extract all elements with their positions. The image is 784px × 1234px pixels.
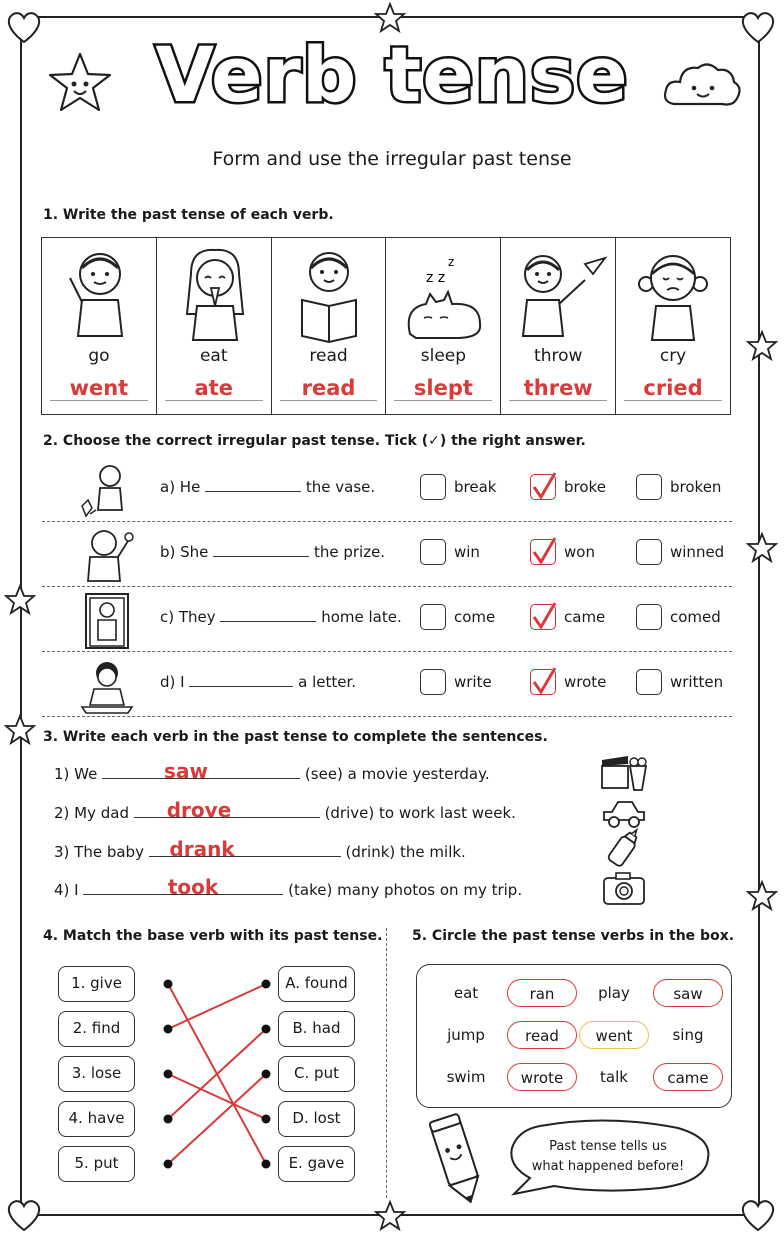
match-dot[interactable]: [262, 1070, 271, 1079]
girl-crying-icon: [616, 244, 730, 346]
star-icon: [4, 584, 36, 616]
sentence-line: [54, 842, 466, 861]
option-checkbox[interactable]: [420, 474, 446, 500]
boy-throwing-plane-icon: [501, 244, 615, 346]
option-checkbox[interactable]: [636, 604, 662, 630]
option-label: winned: [670, 543, 725, 561]
match-line: [168, 1074, 266, 1119]
base-verb-box[interactable]: 4. have: [58, 1101, 135, 1137]
option-label: broken: [670, 478, 722, 496]
sentence-start: d) I: [160, 673, 185, 691]
answer-blank[interactable]: [189, 686, 293, 687]
base-verb: throw: [534, 346, 583, 366]
option-checkbox-checked[interactable]: [530, 604, 556, 630]
dashed-divider: [42, 651, 732, 652]
option-checkbox-checked[interactable]: [530, 474, 556, 500]
option-checkbox[interactable]: [636, 539, 662, 565]
sentence-start: 3) The baby: [54, 843, 144, 861]
matching-lines: [150, 960, 280, 1190]
base-verb: read: [309, 346, 348, 366]
match-dot[interactable]: [164, 1115, 173, 1124]
option-checkbox-checked[interactable]: [530, 669, 556, 695]
tick-row: [42, 653, 732, 717]
option-label: write: [454, 673, 492, 691]
match-line: [168, 1029, 266, 1119]
check-mark-icon: [529, 664, 559, 698]
base-verb-box[interactable]: 5. put: [58, 1146, 135, 1182]
page-title: Verb tense: [155, 30, 629, 119]
svg-text:z: z: [448, 255, 455, 269]
star-icon: [374, 1200, 406, 1232]
option-checkbox[interactable]: [420, 539, 446, 565]
boy-reading-icon: [272, 244, 386, 346]
word-circled[interactable]: saw: [653, 979, 723, 1007]
girl-with-prize-icon: [78, 527, 136, 585]
base-verb-box[interactable]: 2. find: [58, 1011, 135, 1047]
match-dot[interactable]: [262, 1115, 271, 1124]
tick-row: [42, 458, 732, 522]
check-mark-icon: [529, 469, 559, 503]
tick-row: [42, 588, 732, 652]
option-checkbox[interactable]: [636, 474, 662, 500]
sentence-start: 2) My dad: [54, 804, 129, 822]
sleeping-cat-icon: [386, 244, 500, 346]
movie-clapper-popcorn-icon: [600, 752, 648, 792]
option-checkbox[interactable]: [420, 604, 446, 630]
option-label: comed: [670, 608, 721, 626]
smiling-star-icon: [42, 48, 118, 120]
section-divider: [386, 928, 387, 1198]
star-icon: [746, 330, 778, 362]
sentence-start: a) He: [160, 478, 201, 496]
word[interactable]: talk: [600, 1068, 628, 1086]
baby-bottle-icon: [600, 828, 648, 868]
smiling-cloud-icon: [660, 56, 744, 116]
sentence-end: (take) many photos on my trip.: [288, 881, 523, 899]
past-tense-answer[interactable]: ate: [165, 376, 263, 401]
section5-heading: 5. Circle the past tense verbs in the box.: [412, 928, 735, 944]
bubble-line: Past tense tells us: [549, 1139, 667, 1154]
option-label: come: [454, 608, 496, 626]
word[interactable]: play: [598, 984, 630, 1002]
verb-cell: [616, 238, 730, 414]
word-circled[interactable]: ran: [507, 979, 577, 1007]
dashed-divider: [42, 521, 732, 522]
match-dot[interactable]: [164, 1160, 173, 1169]
sentence-start: c) They: [160, 608, 216, 626]
match-line: [168, 984, 266, 1029]
word-circled[interactable]: wrote: [507, 1063, 577, 1091]
sentence-end: (drink) the milk.: [345, 843, 466, 861]
base-verb-box[interactable]: 3. lose: [58, 1056, 135, 1092]
option-label: came: [564, 608, 606, 626]
dashed-divider: [42, 716, 732, 717]
sentence-start: b) She: [160, 543, 209, 561]
option-label: break: [454, 478, 497, 496]
check-mark-icon: [529, 534, 559, 568]
past-tense-answer[interactable]: read: [280, 376, 378, 401]
sentence-end: a letter.: [298, 673, 357, 691]
word[interactable]: sing: [672, 1026, 704, 1044]
option-label: won: [564, 543, 595, 561]
pencil-character-icon: [420, 1112, 494, 1208]
past-verb-box[interactable]: D. lost: [278, 1101, 355, 1137]
boy-waving-icon: [42, 244, 156, 346]
word-box: [416, 964, 732, 1108]
word[interactable]: eat: [453, 984, 479, 1002]
sentence-line: [54, 803, 516, 822]
base-verb: cry: [659, 346, 687, 366]
base-verb: eat: [199, 346, 228, 366]
word-circled[interactable]: came: [653, 1063, 723, 1091]
section1-heading: 1. Write the past tense of each verb.: [43, 207, 334, 223]
match-dot[interactable]: [164, 1025, 173, 1034]
page-subtitle: Form and use the irregular past tense: [212, 148, 572, 170]
option-label: broke: [564, 478, 606, 496]
sentence-end: (drive) to work last week.: [324, 804, 516, 822]
word[interactable]: jump: [447, 1026, 485, 1044]
option-checkbox[interactable]: [420, 669, 446, 695]
verb-cell: [386, 238, 501, 414]
match-dot[interactable]: [262, 980, 271, 989]
section2-heading: 2. Choose the correct irregular past tense. Tick (✓) the right answer.: [43, 433, 586, 449]
dashed-divider: [42, 586, 732, 587]
base-verb: sleep: [420, 346, 467, 366]
sentence-line: [54, 880, 522, 899]
written-answer: drank: [169, 837, 235, 861]
verb-cell: [272, 238, 387, 414]
past-tense-answer[interactable]: cried: [624, 376, 722, 401]
option-checkbox[interactable]: [636, 669, 662, 695]
star-icon: [746, 880, 778, 912]
past-verb-box[interactable]: E. gave: [278, 1146, 355, 1182]
past-tense-answer[interactable]: threw: [509, 376, 607, 401]
sentence-end: the vase.: [305, 478, 376, 496]
past-verb-box[interactable]: B. had: [278, 1011, 355, 1047]
star-icon: [746, 532, 778, 564]
sentence-start: 4) I: [54, 881, 79, 899]
base-verb-box[interactable]: 1. give: [58, 966, 135, 1002]
speech-bubble-text: [528, 1137, 688, 1177]
bubble-line: what happened before!: [531, 1159, 685, 1174]
girl-eating-icon: [157, 244, 271, 346]
section3-heading: 3. Write each verb in the past tense to complete the sentences.: [43, 729, 548, 745]
sentence-end: home late.: [321, 608, 402, 626]
boy-writing-icon: [78, 657, 136, 715]
answer-blank[interactable]: [213, 556, 309, 557]
written-answer: drove: [166, 798, 232, 822]
written-answer: saw: [164, 759, 208, 783]
boy-at-door-icon: [78, 592, 136, 650]
past-tense-answer[interactable]: slept: [394, 376, 492, 401]
tick-row: [42, 523, 732, 587]
sentence-end: the prize.: [313, 543, 386, 561]
camera-icon: [600, 868, 648, 908]
option-label: written: [670, 673, 724, 691]
verb-cell: [501, 238, 616, 414]
word-circled[interactable]: read: [507, 1021, 577, 1049]
past-verb-box[interactable]: A. found: [278, 966, 355, 1002]
past-verb-box[interactable]: C. put: [278, 1056, 355, 1092]
base-verb: go: [88, 346, 110, 366]
past-tense-answer[interactable]: went: [50, 376, 148, 401]
match-dot[interactable]: [164, 980, 173, 989]
option-checkbox-checked[interactable]: [530, 539, 556, 565]
sentence-end: (see) a movie yesterday.: [304, 765, 490, 783]
verb-table: [41, 237, 731, 415]
heart-icon: [4, 1194, 44, 1234]
word-circled-yellow[interactable]: went: [579, 1021, 649, 1049]
boy-broken-vase-icon: [78, 462, 136, 520]
match-dot[interactable]: [262, 1160, 271, 1169]
match-dot[interactable]: [164, 1070, 173, 1079]
match-line: [168, 1074, 266, 1164]
word[interactable]: swim: [446, 1068, 486, 1086]
star-icon: [4, 714, 36, 746]
verb-cell: [157, 238, 272, 414]
section4-heading: 4. Match the base verb with its past tense.: [43, 928, 383, 944]
svg-text:z z: z z: [426, 270, 446, 286]
match-dot[interactable]: [262, 1025, 271, 1034]
heart-icon: [738, 1194, 778, 1234]
option-label: wrote: [564, 673, 607, 691]
verb-cell: [42, 238, 157, 414]
sentence-start: 1) We: [54, 765, 98, 783]
written-answer: took: [167, 875, 219, 899]
car-icon: [600, 792, 648, 832]
answer-blank[interactable]: [220, 621, 316, 622]
answer-blank[interactable]: [205, 491, 301, 492]
option-label: win: [454, 543, 480, 561]
check-mark-icon: [529, 599, 559, 633]
